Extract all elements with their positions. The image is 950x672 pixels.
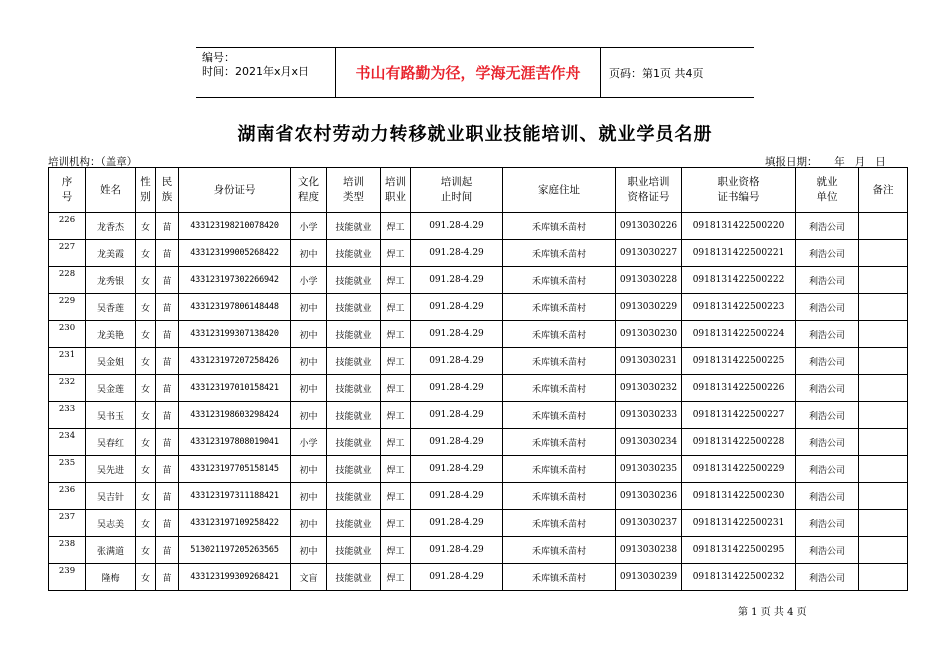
cell-addr: 禾库镇禾苗村 bbox=[503, 483, 616, 510]
cell-note bbox=[859, 348, 908, 375]
cell-note bbox=[859, 240, 908, 267]
cell-qual: 0918131422500226 bbox=[682, 375, 796, 402]
cell-name: 吴金姐 bbox=[86, 348, 136, 375]
cell-edu: 初中 bbox=[291, 456, 327, 483]
cell-id: 433123197705158145 bbox=[179, 456, 291, 483]
cell-id: 513021197205263565 bbox=[179, 537, 291, 564]
cell-period: 091.28-4.29 bbox=[411, 294, 503, 321]
cell-cert: 0913030237 bbox=[616, 510, 682, 537]
cell-seq: 237 bbox=[49, 510, 86, 537]
cell-edu: 初中 bbox=[291, 510, 327, 537]
cell-id: 433123199309268421 bbox=[179, 564, 291, 591]
cell-qual: 0918131422500230 bbox=[682, 483, 796, 510]
cell-type: 技能就业 bbox=[327, 321, 381, 348]
cell-seq: 226 bbox=[49, 213, 86, 240]
cell-gender: 女 bbox=[136, 213, 156, 240]
cell-job: 焊工 bbox=[381, 240, 411, 267]
cell-ethnic: 苗 bbox=[156, 294, 179, 321]
cell-seq: 232 bbox=[49, 375, 86, 402]
cell-type: 技能就业 bbox=[327, 402, 381, 429]
col-name: 姓名 bbox=[86, 168, 136, 213]
cell-note bbox=[859, 294, 908, 321]
page-footer: 第 1 页 共 4 页 bbox=[738, 607, 807, 618]
cell-id: 433123197010158421 bbox=[179, 375, 291, 402]
cell-id: 433123198210078420 bbox=[179, 213, 291, 240]
cell-edu: 初中 bbox=[291, 537, 327, 564]
cell-qual: 0918131422500228 bbox=[682, 429, 796, 456]
cell-period: 091.28-4.29 bbox=[411, 483, 503, 510]
cell-note bbox=[859, 564, 908, 591]
cell-addr: 禾库镇禾苗村 bbox=[503, 510, 616, 537]
table-row bbox=[49, 537, 908, 564]
cell-edu: 初中 bbox=[291, 240, 327, 267]
cell-type: 技能就业 bbox=[327, 213, 381, 240]
cell-seq: 234 bbox=[49, 429, 86, 456]
header-page-info: 页码：第1页 共4页 bbox=[609, 66, 704, 80]
cell-qual: 0918131422500231 bbox=[682, 510, 796, 537]
cell-name: 吴书玉 bbox=[86, 402, 136, 429]
table-row bbox=[49, 564, 908, 591]
cell-qual: 0918131422500224 bbox=[682, 321, 796, 348]
cell-addr: 禾库镇禾苗村 bbox=[503, 429, 616, 456]
cell-gender: 女 bbox=[136, 402, 156, 429]
col-type: 培训 类型 bbox=[327, 168, 381, 213]
cell-name: 隆梅 bbox=[86, 564, 136, 591]
cell-ethnic: 苗 bbox=[156, 510, 179, 537]
cell-qual: 0918131422500229 bbox=[682, 456, 796, 483]
table-row bbox=[49, 213, 908, 240]
cell-name: 龙美艳 bbox=[86, 321, 136, 348]
cell-name: 吴香莲 bbox=[86, 294, 136, 321]
cell-name: 吴志美 bbox=[86, 510, 136, 537]
cell-addr: 禾库镇禾苗村 bbox=[503, 294, 616, 321]
cell-seq: 238 bbox=[49, 537, 86, 564]
cell-seq: 228 bbox=[49, 267, 86, 294]
cell-id: 433123197808019041 bbox=[179, 429, 291, 456]
cell-employer: 利浩公司 bbox=[796, 240, 859, 267]
cell-period: 091.28-4.29 bbox=[411, 213, 503, 240]
cell-note bbox=[859, 483, 908, 510]
cell-gender: 女 bbox=[136, 537, 156, 564]
cell-note bbox=[859, 402, 908, 429]
cell-addr: 禾库镇禾苗村 bbox=[503, 564, 616, 591]
cell-qual: 0918131422500232 bbox=[682, 564, 796, 591]
cell-edu: 初中 bbox=[291, 294, 327, 321]
cell-type: 技能就业 bbox=[327, 267, 381, 294]
col-period: 培训起 止时间 bbox=[411, 168, 503, 213]
cell-addr: 禾库镇禾苗村 bbox=[503, 240, 616, 267]
cell-name: 吴吉针 bbox=[86, 483, 136, 510]
cell-employer: 利浩公司 bbox=[796, 294, 859, 321]
cell-name: 龙香杰 bbox=[86, 213, 136, 240]
cell-name: 吴先进 bbox=[86, 456, 136, 483]
cell-job: 焊工 bbox=[381, 510, 411, 537]
table-row bbox=[49, 429, 908, 456]
cell-name: 龙秀银 bbox=[86, 267, 136, 294]
cell-addr: 禾库镇禾苗村 bbox=[503, 375, 616, 402]
cell-job: 焊工 bbox=[381, 348, 411, 375]
cell-period: 091.28-4.29 bbox=[411, 510, 503, 537]
cell-qual: 0918131422500225 bbox=[682, 348, 796, 375]
cell-gender: 女 bbox=[136, 483, 156, 510]
cell-qual: 0918131422500220 bbox=[682, 213, 796, 240]
header-motto: 书山有路勤为径，学海无涯苦作舟 bbox=[336, 48, 601, 97]
col-qual: 职业资格 证书编号 bbox=[682, 168, 796, 213]
cell-employer: 利浩公司 bbox=[796, 267, 859, 294]
cell-id: 433123197109258422 bbox=[179, 510, 291, 537]
cell-type: 技能就业 bbox=[327, 510, 381, 537]
cell-cert: 0913030226 bbox=[616, 213, 682, 240]
cell-ethnic: 苗 bbox=[156, 564, 179, 591]
cell-type: 技能就业 bbox=[327, 483, 381, 510]
cell-employer: 利浩公司 bbox=[796, 348, 859, 375]
cell-id: 433123199307138420 bbox=[179, 321, 291, 348]
cell-id: 433123197302266942 bbox=[179, 267, 291, 294]
cell-edu: 小学 bbox=[291, 213, 327, 240]
cell-type: 技能就业 bbox=[327, 294, 381, 321]
cell-id: 433123197311188421 bbox=[179, 483, 291, 510]
cell-id: 433123199005268422 bbox=[179, 240, 291, 267]
cell-job: 焊工 bbox=[381, 429, 411, 456]
cell-cert: 0913030228 bbox=[616, 267, 682, 294]
document-title: 湖南省农村劳动力转移就业职业技能培训、就业学员名册 bbox=[237, 124, 713, 145]
cell-employer: 利浩公司 bbox=[796, 564, 859, 591]
report-date-label: 填报日期： 年 月 日 bbox=[765, 156, 886, 168]
cell-type: 技能就业 bbox=[327, 564, 381, 591]
col-gender: 性 别 bbox=[136, 168, 156, 213]
cell-addr: 禾库镇禾苗村 bbox=[503, 321, 616, 348]
cell-ethnic: 苗 bbox=[156, 456, 179, 483]
cell-seq: 231 bbox=[49, 348, 86, 375]
cell-edu: 初中 bbox=[291, 483, 327, 510]
cell-job: 焊工 bbox=[381, 267, 411, 294]
cell-note bbox=[859, 537, 908, 564]
cell-cert: 0913030227 bbox=[616, 240, 682, 267]
cell-edu: 文盲 bbox=[291, 564, 327, 591]
cell-addr: 禾库镇禾苗村 bbox=[503, 537, 616, 564]
cell-job: 焊工 bbox=[381, 456, 411, 483]
trainee-roster-table bbox=[48, 167, 908, 591]
cell-id: 433123197806148448 bbox=[179, 294, 291, 321]
table-body bbox=[49, 213, 908, 591]
cell-employer: 利浩公司 bbox=[796, 375, 859, 402]
cell-period: 091.28-4.29 bbox=[411, 564, 503, 591]
cell-id: 433123198603298424 bbox=[179, 402, 291, 429]
cell-cert: 0913030233 bbox=[616, 402, 682, 429]
cell-gender: 女 bbox=[136, 375, 156, 402]
cell-employer: 利浩公司 bbox=[796, 429, 859, 456]
cell-period: 091.28-4.29 bbox=[411, 375, 503, 402]
cell-ethnic: 苗 bbox=[156, 429, 179, 456]
cell-gender: 女 bbox=[136, 267, 156, 294]
cell-seq: 233 bbox=[49, 402, 86, 429]
col-id: 身份证号 bbox=[179, 168, 291, 213]
cell-employer: 利浩公司 bbox=[796, 213, 859, 240]
cell-job: 焊工 bbox=[381, 294, 411, 321]
cell-cert: 0913030235 bbox=[616, 456, 682, 483]
table-row bbox=[49, 321, 908, 348]
cell-job: 焊工 bbox=[381, 375, 411, 402]
cell-ethnic: 苗 bbox=[156, 213, 179, 240]
cell-note bbox=[859, 375, 908, 402]
cell-edu: 小学 bbox=[291, 267, 327, 294]
cell-addr: 禾库镇禾苗村 bbox=[503, 348, 616, 375]
cell-period: 091.28-4.29 bbox=[411, 537, 503, 564]
cell-ethnic: 苗 bbox=[156, 537, 179, 564]
cell-period: 091.28-4.29 bbox=[411, 321, 503, 348]
cell-employer: 利浩公司 bbox=[796, 483, 859, 510]
cell-ethnic: 苗 bbox=[156, 240, 179, 267]
cell-addr: 禾库镇禾苗村 bbox=[503, 402, 616, 429]
cell-cert: 0913030231 bbox=[616, 348, 682, 375]
cell-type: 技能就业 bbox=[327, 456, 381, 483]
cell-job: 焊工 bbox=[381, 564, 411, 591]
col-note: 备注 bbox=[859, 168, 908, 213]
cell-job: 焊工 bbox=[381, 402, 411, 429]
cell-employer: 利浩公司 bbox=[796, 510, 859, 537]
cell-seq: 235 bbox=[49, 456, 86, 483]
cell-note bbox=[859, 213, 908, 240]
cell-job: 焊工 bbox=[381, 321, 411, 348]
cell-cert: 0913030239 bbox=[616, 564, 682, 591]
table-row bbox=[49, 456, 908, 483]
col-edu: 文化 程度 bbox=[291, 168, 327, 213]
table-row bbox=[49, 402, 908, 429]
table-row bbox=[49, 483, 908, 510]
col-seq: 序 号 bbox=[49, 168, 86, 213]
cell-note bbox=[859, 267, 908, 294]
cell-edu: 初中 bbox=[291, 402, 327, 429]
col-job: 培训 职业 bbox=[381, 168, 411, 213]
table-row bbox=[49, 348, 908, 375]
cell-ethnic: 苗 bbox=[156, 402, 179, 429]
cell-edu: 初中 bbox=[291, 348, 327, 375]
header-info bbox=[196, 48, 336, 97]
cell-qual: 0918131422500295 bbox=[682, 537, 796, 564]
cell-period: 091.28-4.29 bbox=[411, 429, 503, 456]
cell-seq: 229 bbox=[49, 294, 86, 321]
cell-period: 091.28-4.29 bbox=[411, 240, 503, 267]
cell-name: 龙美霞 bbox=[86, 240, 136, 267]
document-header bbox=[196, 47, 754, 98]
cell-edu: 小学 bbox=[291, 429, 327, 456]
cell-seq: 227 bbox=[49, 240, 86, 267]
col-ethnic: 民 族 bbox=[156, 168, 179, 213]
cell-gender: 女 bbox=[136, 240, 156, 267]
cell-note bbox=[859, 429, 908, 456]
cell-name: 吴金莲 bbox=[86, 375, 136, 402]
cell-employer: 利浩公司 bbox=[796, 321, 859, 348]
cell-addr: 禾库镇禾苗村 bbox=[503, 456, 616, 483]
cell-cert: 0913030230 bbox=[616, 321, 682, 348]
cell-job: 焊工 bbox=[381, 537, 411, 564]
cell-qual: 0918131422500221 bbox=[682, 240, 796, 267]
cell-period: 091.28-4.29 bbox=[411, 402, 503, 429]
cell-note bbox=[859, 510, 908, 537]
training-org-label: 培训机构：（盖章） bbox=[48, 156, 138, 168]
col-addr: 家庭住址 bbox=[503, 168, 616, 213]
cell-addr: 禾库镇禾苗村 bbox=[503, 267, 616, 294]
cell-job: 焊工 bbox=[381, 213, 411, 240]
cell-seq: 236 bbox=[49, 483, 86, 510]
cell-period: 091.28-4.29 bbox=[411, 348, 503, 375]
cell-gender: 女 bbox=[136, 456, 156, 483]
cell-ethnic: 苗 bbox=[156, 375, 179, 402]
cell-gender: 女 bbox=[136, 321, 156, 348]
cell-gender: 女 bbox=[136, 294, 156, 321]
cell-gender: 女 bbox=[136, 429, 156, 456]
table-row bbox=[49, 267, 908, 294]
cell-employer: 利浩公司 bbox=[796, 456, 859, 483]
cell-period: 091.28-4.29 bbox=[411, 267, 503, 294]
cell-ethnic: 苗 bbox=[156, 483, 179, 510]
cell-employer: 利浩公司 bbox=[796, 537, 859, 564]
cell-seq: 239 bbox=[49, 564, 86, 591]
cell-note bbox=[859, 321, 908, 348]
cell-cert: 0913030232 bbox=[616, 375, 682, 402]
table-row bbox=[49, 294, 908, 321]
col-employer: 就业 单位 bbox=[796, 168, 859, 213]
cell-qual: 0918131422500222 bbox=[682, 267, 796, 294]
cell-gender: 女 bbox=[136, 348, 156, 375]
cell-ethnic: 苗 bbox=[156, 348, 179, 375]
cell-type: 技能就业 bbox=[327, 348, 381, 375]
cell-type: 技能就业 bbox=[327, 429, 381, 456]
number-label: 编号： bbox=[202, 51, 235, 64]
cell-type: 技能就业 bbox=[327, 240, 381, 267]
cell-note bbox=[859, 456, 908, 483]
cell-edu: 初中 bbox=[291, 321, 327, 348]
cell-id: 433123197207258426 bbox=[179, 348, 291, 375]
cell-employer: 利浩公司 bbox=[796, 402, 859, 429]
cell-cert: 0913030236 bbox=[616, 483, 682, 510]
table-row bbox=[49, 240, 908, 267]
cell-gender: 女 bbox=[136, 510, 156, 537]
cell-edu: 初中 bbox=[291, 375, 327, 402]
cell-cert: 0913030229 bbox=[616, 294, 682, 321]
cell-cert: 0913030238 bbox=[616, 537, 682, 564]
cell-ethnic: 苗 bbox=[156, 321, 179, 348]
time-label: 时间：2021年x月x日 bbox=[202, 65, 310, 78]
cell-name: 张满道 bbox=[86, 537, 136, 564]
cell-seq: 230 bbox=[49, 321, 86, 348]
cell-qual: 0918131422500223 bbox=[682, 294, 796, 321]
table-header-row bbox=[49, 168, 908, 213]
cell-name: 吴春红 bbox=[86, 429, 136, 456]
col-cert: 职业培训 资格证号 bbox=[616, 168, 682, 213]
cell-ethnic: 苗 bbox=[156, 267, 179, 294]
cell-gender: 女 bbox=[136, 564, 156, 591]
cell-type: 技能就业 bbox=[327, 537, 381, 564]
cell-type: 技能就业 bbox=[327, 375, 381, 402]
cell-addr: 禾库镇禾苗村 bbox=[503, 213, 616, 240]
table-row bbox=[49, 375, 908, 402]
cell-period: 091.28-4.29 bbox=[411, 456, 503, 483]
cell-cert: 0913030234 bbox=[616, 429, 682, 456]
cell-job: 焊工 bbox=[381, 483, 411, 510]
table-row bbox=[49, 510, 908, 537]
cell-qual: 0918131422500227 bbox=[682, 402, 796, 429]
